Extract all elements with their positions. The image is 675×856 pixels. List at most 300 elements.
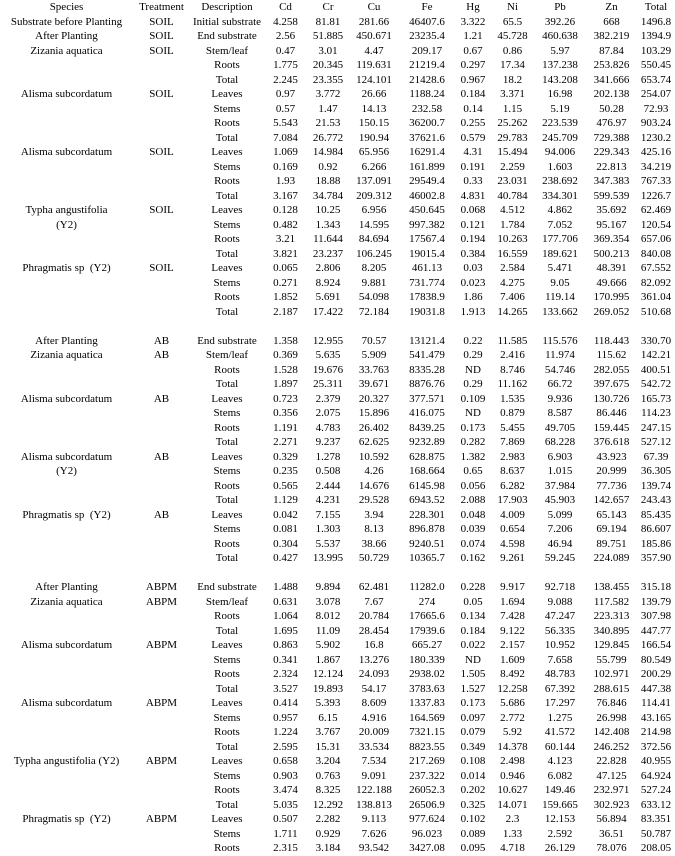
value-cell: 2.772 <box>500 711 525 724</box>
value-cell: 124.101 <box>356 73 392 86</box>
table-row <box>0 348 675 363</box>
value-cell: 550.45 <box>640 59 672 71</box>
value-cell: 9.894 <box>315 581 341 593</box>
species-cell <box>0 435 133 450</box>
value-cell: 23.355 <box>312 73 344 86</box>
column-header-fe: Fe <box>421 1 433 13</box>
value-cell: 223.313 <box>593 610 630 622</box>
description-cell: Leaves <box>211 697 243 709</box>
value-cell: 0.108 <box>460 755 486 767</box>
value-cell: 9.936 <box>547 392 573 405</box>
value-cell: 8.205 <box>361 262 387 274</box>
value-cell: 119.14 <box>545 291 575 303</box>
value-cell: 130.726 <box>593 392 630 405</box>
value-cell: 43.923 <box>596 450 627 463</box>
table-row <box>0 116 675 131</box>
value-cell: 83.351 <box>640 813 672 825</box>
description-cell: Stems <box>213 711 241 724</box>
value-cell: 0.957 <box>273 711 298 724</box>
value-cell: 0.102 <box>460 813 486 825</box>
value-cell: 17567.4 <box>409 233 445 245</box>
value-cell: 65.143 <box>596 508 627 521</box>
value-cell: 2.075 <box>315 407 341 419</box>
value-cell: 7.626 <box>361 827 387 840</box>
value-cell: 288.615 <box>593 682 630 695</box>
value-cell: 5.19 <box>550 102 570 115</box>
table-row <box>0 305 675 320</box>
treatment-cell <box>133 783 190 798</box>
value-cell: 0.184 <box>460 88 486 100</box>
value-cell: 25.262 <box>497 117 528 129</box>
description-cell: Stems <box>213 769 241 782</box>
species-cell: Zizania aquatica <box>30 595 103 608</box>
treatment-cell: AB <box>153 450 170 463</box>
value-cell: 229.343 <box>593 146 630 158</box>
treatment-cell <box>133 624 190 639</box>
value-cell: 0.903 <box>273 769 298 782</box>
table-row <box>0 421 675 436</box>
value-cell: 0.235 <box>273 465 298 477</box>
value-cell: 4.31 <box>463 146 483 158</box>
value-cell: 1.129 <box>273 494 298 506</box>
value-cell: 7.052 <box>547 218 573 231</box>
value-cell: 1.278 <box>315 450 341 463</box>
value-cell: 64.924 <box>640 769 672 782</box>
value-cell: 17.297 <box>544 697 576 709</box>
value-cell: 8.746 <box>500 363 525 376</box>
value-cell: 65.5 <box>502 15 523 28</box>
table-row <box>0 769 675 784</box>
value-cell: 3.371 <box>500 88 525 100</box>
value-cell: 5.393 <box>315 697 341 709</box>
table-row <box>0 493 675 508</box>
value-cell: 0.042 <box>273 508 298 521</box>
description-cell: Stems <box>213 465 241 477</box>
value-cell: 0.162 <box>460 552 486 564</box>
description-cell: Stems <box>213 827 241 840</box>
value-cell: 0.065 <box>273 262 298 274</box>
value-cell: 36.51 <box>599 827 624 840</box>
table-row <box>0 667 675 682</box>
value-cell: 67.392 <box>544 682 576 695</box>
value-cell: 56.894 <box>596 813 627 825</box>
value-cell: 3.772 <box>315 88 341 100</box>
value-cell: 361.04 <box>640 291 672 303</box>
value-cell: 4.231 <box>315 494 341 506</box>
value-cell: 8.492 <box>500 668 525 680</box>
value-cell: 0.414 <box>273 697 298 709</box>
value-cell: 977.624 <box>409 813 445 825</box>
species-cell <box>0 653 133 668</box>
value-cell: 2.595 <box>273 740 298 753</box>
value-cell: 0.356 <box>273 407 298 419</box>
value-cell: 10365.7 <box>409 552 445 564</box>
treatment-cell <box>133 493 190 508</box>
description-cell: Leaves <box>211 508 243 521</box>
value-cell: 23.031 <box>497 175 528 187</box>
treatment-cell <box>133 276 190 291</box>
value-cell: 1.603 <box>547 160 573 173</box>
value-cell: 17665.6 <box>409 610 445 622</box>
value-cell: 40.955 <box>640 755 672 767</box>
species-cell <box>0 740 133 755</box>
value-cell: 45.728 <box>497 30 528 42</box>
value-cell: 19015.4 <box>409 247 445 260</box>
value-cell: 54.746 <box>544 363 576 376</box>
treatment-cell <box>133 798 190 813</box>
species-cell <box>0 769 133 784</box>
value-cell: 68.228 <box>544 436 576 448</box>
value-cell: 138.455 <box>593 581 630 593</box>
species-cell: Alisma subcordatum <box>20 639 113 651</box>
description-cell: Roots <box>214 421 240 434</box>
value-cell: 1.303 <box>315 523 341 535</box>
value-cell: 39.671 <box>358 378 390 390</box>
species-cell <box>0 406 133 421</box>
value-cell: 0.014 <box>460 769 486 782</box>
value-cell: 0.089 <box>460 827 486 840</box>
value-cell: 11.585 <box>497 334 528 347</box>
value-cell: 223.539 <box>542 117 578 129</box>
value-cell: 9.261 <box>500 552 525 564</box>
description-cell: Stems <box>213 523 241 535</box>
value-cell: 0.191 <box>460 160 486 173</box>
value-cell: 1.488 <box>273 581 298 593</box>
description-cell: Stems <box>213 218 241 231</box>
value-cell: 0.863 <box>273 639 298 651</box>
description-cell: Roots <box>214 363 240 376</box>
value-cell: 1.505 <box>460 668 486 680</box>
table-row <box>0 653 675 668</box>
value-cell: 0.946 <box>500 769 525 782</box>
column-header-description: Description <box>201 1 253 13</box>
value-cell: 8823.55 <box>409 740 445 753</box>
description-cell: Total <box>215 798 239 811</box>
value-cell: 26.66 <box>361 88 387 100</box>
treatment-cell: ABPM <box>145 697 178 709</box>
value-cell: 209.17 <box>411 44 443 57</box>
value-cell: 0.47 <box>275 44 296 57</box>
description-cell: Roots <box>214 726 240 738</box>
value-cell: 237.322 <box>409 769 445 782</box>
table-row <box>0 696 675 711</box>
value-cell: 20.999 <box>596 465 627 477</box>
treatment-cell: SOIL <box>149 146 174 158</box>
value-cell: 903.24 <box>640 117 672 129</box>
species-cell <box>0 232 133 247</box>
value-cell: 72.93 <box>643 102 669 115</box>
table-row <box>0 740 675 755</box>
description-cell: Leaves <box>211 392 243 405</box>
species-cell <box>0 131 133 146</box>
species-cell <box>0 189 133 204</box>
value-cell: 8.012 <box>315 610 341 622</box>
value-cell: 0.173 <box>460 421 486 434</box>
value-cell: 2.245 <box>273 73 298 86</box>
value-cell: 447.38 <box>640 682 672 695</box>
table-row <box>0 174 675 189</box>
value-cell: 3.204 <box>315 755 341 767</box>
value-cell: 14.13 <box>361 102 387 115</box>
value-cell: 46002.8 <box>409 189 445 202</box>
value-cell: 93.542 <box>358 842 390 854</box>
value-cell: 1.897 <box>273 378 298 390</box>
value-cell: 95.167 <box>596 218 627 231</box>
value-cell: 896.878 <box>409 523 445 535</box>
value-cell: 2.416 <box>500 349 525 361</box>
species-cell: Alisma subcordatum <box>20 392 113 405</box>
value-cell: 115.576 <box>542 334 578 347</box>
value-cell: 450.645 <box>409 204 445 216</box>
value-cell: 11.644 <box>313 233 343 245</box>
value-cell: 0.565 <box>273 479 298 492</box>
table-row <box>0 435 675 450</box>
species-cell <box>0 667 133 682</box>
value-cell: 0.271 <box>273 276 298 289</box>
value-cell: 23.237 <box>312 247 344 260</box>
table-row <box>0 189 675 204</box>
table-row <box>0 392 675 407</box>
value-cell: 7.084 <box>273 131 298 144</box>
value-cell: 9.05 <box>550 276 570 289</box>
value-cell: 89.751 <box>596 537 627 550</box>
value-cell: 137.091 <box>356 175 392 187</box>
value-cell: 1.711 <box>273 827 298 840</box>
value-cell: 302.923 <box>593 798 630 811</box>
value-cell: 0.022 <box>460 639 486 651</box>
species-cell: Phragmatis sp (Y2) <box>22 262 111 274</box>
value-cell: 4.009 <box>500 508 525 521</box>
value-cell: 26.998 <box>596 711 627 724</box>
value-cell: 599.539 <box>593 189 630 202</box>
species-cell <box>0 624 133 639</box>
description-cell: Total <box>215 740 239 753</box>
species-cell <box>0 609 133 624</box>
value-cell: 10.25 <box>315 204 341 216</box>
value-cell: 1.775 <box>273 59 298 71</box>
value-cell: 330.70 <box>640 334 672 347</box>
value-cell: 168.664 <box>409 465 445 477</box>
treatment-cell <box>133 740 190 755</box>
value-cell: 4.275 <box>500 276 525 289</box>
value-cell: 29.528 <box>358 494 390 506</box>
treatment-cell <box>133 160 190 175</box>
table-row <box>0 754 675 769</box>
treatment-cell <box>133 479 190 494</box>
value-cell: 1.535 <box>500 392 525 405</box>
value-cell: 6.956 <box>361 204 387 216</box>
table-row <box>0 725 675 740</box>
table-row <box>0 638 675 653</box>
table-row <box>0 595 675 610</box>
value-cell: 238.692 <box>542 175 578 187</box>
value-cell: 33.534 <box>358 740 390 753</box>
treatment-cell: AB <box>153 349 170 361</box>
spacer-row <box>0 566 675 581</box>
value-cell: 3.94 <box>364 508 384 521</box>
value-cell: 254.07 <box>640 88 672 100</box>
value-cell: 334.301 <box>542 189 578 202</box>
value-cell: 0.109 <box>460 392 486 405</box>
value-cell: 80.549 <box>640 653 672 666</box>
value-cell: 1.358 <box>273 334 298 347</box>
description-cell: Roots <box>214 233 240 245</box>
description-cell: Roots <box>214 610 240 622</box>
value-cell: 0.068 <box>460 204 486 216</box>
table-row <box>0 580 675 595</box>
value-cell: 2.56 <box>275 30 296 42</box>
species-cell: Typha angustifolia (Y2) <box>13 755 120 767</box>
value-cell: 0.173 <box>460 697 486 709</box>
value-cell: 26.129 <box>544 842 576 854</box>
value-cell: 102.971 <box>593 668 630 680</box>
table-row <box>0 522 675 537</box>
treatment-cell: ABPM <box>145 595 178 608</box>
value-cell: 202.138 <box>593 88 630 100</box>
value-cell: 7321.15 <box>409 726 445 738</box>
treatment-cell <box>133 406 190 421</box>
header-row <box>0 0 675 15</box>
value-cell: 7.406 <box>500 291 525 303</box>
value-cell: 8876.76 <box>409 378 445 390</box>
value-cell: 307.98 <box>640 610 672 622</box>
value-cell: 11.162 <box>497 378 528 390</box>
table-row <box>0 812 675 827</box>
species-cell: (Y2) <box>56 465 77 477</box>
value-cell: 4.783 <box>315 421 341 434</box>
column-header-pb: Pb <box>554 1 566 13</box>
value-cell: 0.97 <box>275 88 296 100</box>
value-cell: 17.34 <box>500 59 525 71</box>
value-cell: 84.694 <box>358 233 390 245</box>
value-cell: 840.08 <box>640 247 672 260</box>
value-cell: 8335.28 <box>409 363 445 376</box>
species-cell <box>0 160 133 175</box>
column-header-cd: Cd <box>279 1 292 13</box>
value-cell: 21.53 <box>315 117 341 129</box>
species-cell <box>0 725 133 740</box>
value-cell: ND <box>465 363 481 376</box>
value-cell: 10.627 <box>497 784 528 796</box>
species-cell: Phragmatis sp (Y2) <box>22 813 111 825</box>
treatment-cell: AB <box>153 508 170 521</box>
value-cell: 94.006 <box>544 146 576 158</box>
value-cell: 138.813 <box>356 798 392 811</box>
species-cell <box>0 58 133 73</box>
treatment-cell <box>133 769 190 784</box>
value-cell: 54.098 <box>358 291 390 303</box>
description-cell: Roots <box>214 537 240 550</box>
value-cell: 3.21 <box>275 233 296 245</box>
table-row <box>0 551 675 566</box>
value-cell: 377.571 <box>409 392 445 405</box>
value-cell: 67.39 <box>643 450 669 463</box>
value-cell: 6.282 <box>500 479 525 492</box>
value-cell: 1.33 <box>502 827 523 840</box>
table-row <box>0 44 675 59</box>
table-row <box>0 609 675 624</box>
value-cell: 103.29 <box>640 44 672 57</box>
value-cell: 4.512 <box>500 204 525 216</box>
value-cell: 26.402 <box>358 421 390 434</box>
value-cell: 46.94 <box>547 537 573 550</box>
value-cell: 5.543 <box>273 117 298 129</box>
description-cell: Total <box>215 131 239 144</box>
value-cell: 139.79 <box>640 595 672 608</box>
description-cell: Leaves <box>211 204 243 216</box>
species-cell <box>0 783 133 798</box>
treatment-cell <box>133 58 190 73</box>
table-row <box>0 363 675 378</box>
treatment-cell <box>133 174 190 189</box>
value-cell: 400.51 <box>640 363 672 376</box>
value-cell: 476.97 <box>596 117 627 129</box>
value-cell: 3.322 <box>460 15 486 28</box>
value-cell: 62.481 <box>358 581 390 593</box>
value-cell: 17.903 <box>497 494 528 506</box>
value-cell: 2.444 <box>315 479 341 492</box>
value-cell: 5.92 <box>502 726 523 738</box>
value-cell: 12.292 <box>312 798 344 811</box>
table-row <box>0 145 675 160</box>
value-cell: 36.305 <box>640 465 672 477</box>
value-cell: 70.57 <box>361 334 387 347</box>
description-cell: Stem/leaf <box>205 595 249 608</box>
treatment-cell <box>133 841 190 856</box>
value-cell: 0.349 <box>460 740 486 753</box>
species-cell <box>0 711 133 726</box>
value-cell: 397.675 <box>593 378 630 390</box>
value-cell: 657.06 <box>640 233 672 245</box>
value-cell: 0.369 <box>273 349 298 361</box>
value-cell: 1.784 <box>500 218 525 231</box>
treatment-cell <box>133 218 190 233</box>
value-cell: 542.72 <box>640 378 672 390</box>
value-cell: 0.579 <box>460 131 486 144</box>
value-cell: 3.01 <box>318 44 338 57</box>
value-cell: 208.05 <box>640 842 672 854</box>
value-cell: 3.167 <box>273 189 298 202</box>
value-cell: 0.86 <box>502 44 523 57</box>
value-cell: 165.73 <box>640 392 672 405</box>
value-cell: 0.65 <box>463 465 483 477</box>
value-cell: 9.122 <box>500 624 525 637</box>
value-cell: 190.94 <box>358 131 390 144</box>
value-cell: 25.311 <box>313 378 343 390</box>
value-cell: 4.26 <box>364 465 384 477</box>
value-cell: 3.184 <box>315 842 341 854</box>
treatment-cell <box>133 102 190 117</box>
description-cell: Leaves <box>211 755 243 767</box>
value-cell: 0.282 <box>460 436 486 448</box>
value-cell: 0.095 <box>460 842 486 854</box>
value-cell: 18.2 <box>502 73 523 86</box>
treatment-cell: SOIL <box>149 88 174 100</box>
value-cell: 0.325 <box>460 798 486 811</box>
value-cell: 133.662 <box>542 305 578 318</box>
value-cell: 1.275 <box>547 711 573 724</box>
value-cell: 10.952 <box>544 639 576 651</box>
value-cell: 34.784 <box>312 189 344 202</box>
value-cell: 2.282 <box>315 813 341 825</box>
value-cell: 447.77 <box>640 624 672 637</box>
value-cell: 0.631 <box>273 595 298 608</box>
value-cell: 315.18 <box>640 581 672 593</box>
value-cell: 46407.6 <box>409 15 445 28</box>
species-cell <box>0 493 133 508</box>
value-cell: 253.826 <box>593 59 630 71</box>
description-cell: Total <box>215 624 239 637</box>
